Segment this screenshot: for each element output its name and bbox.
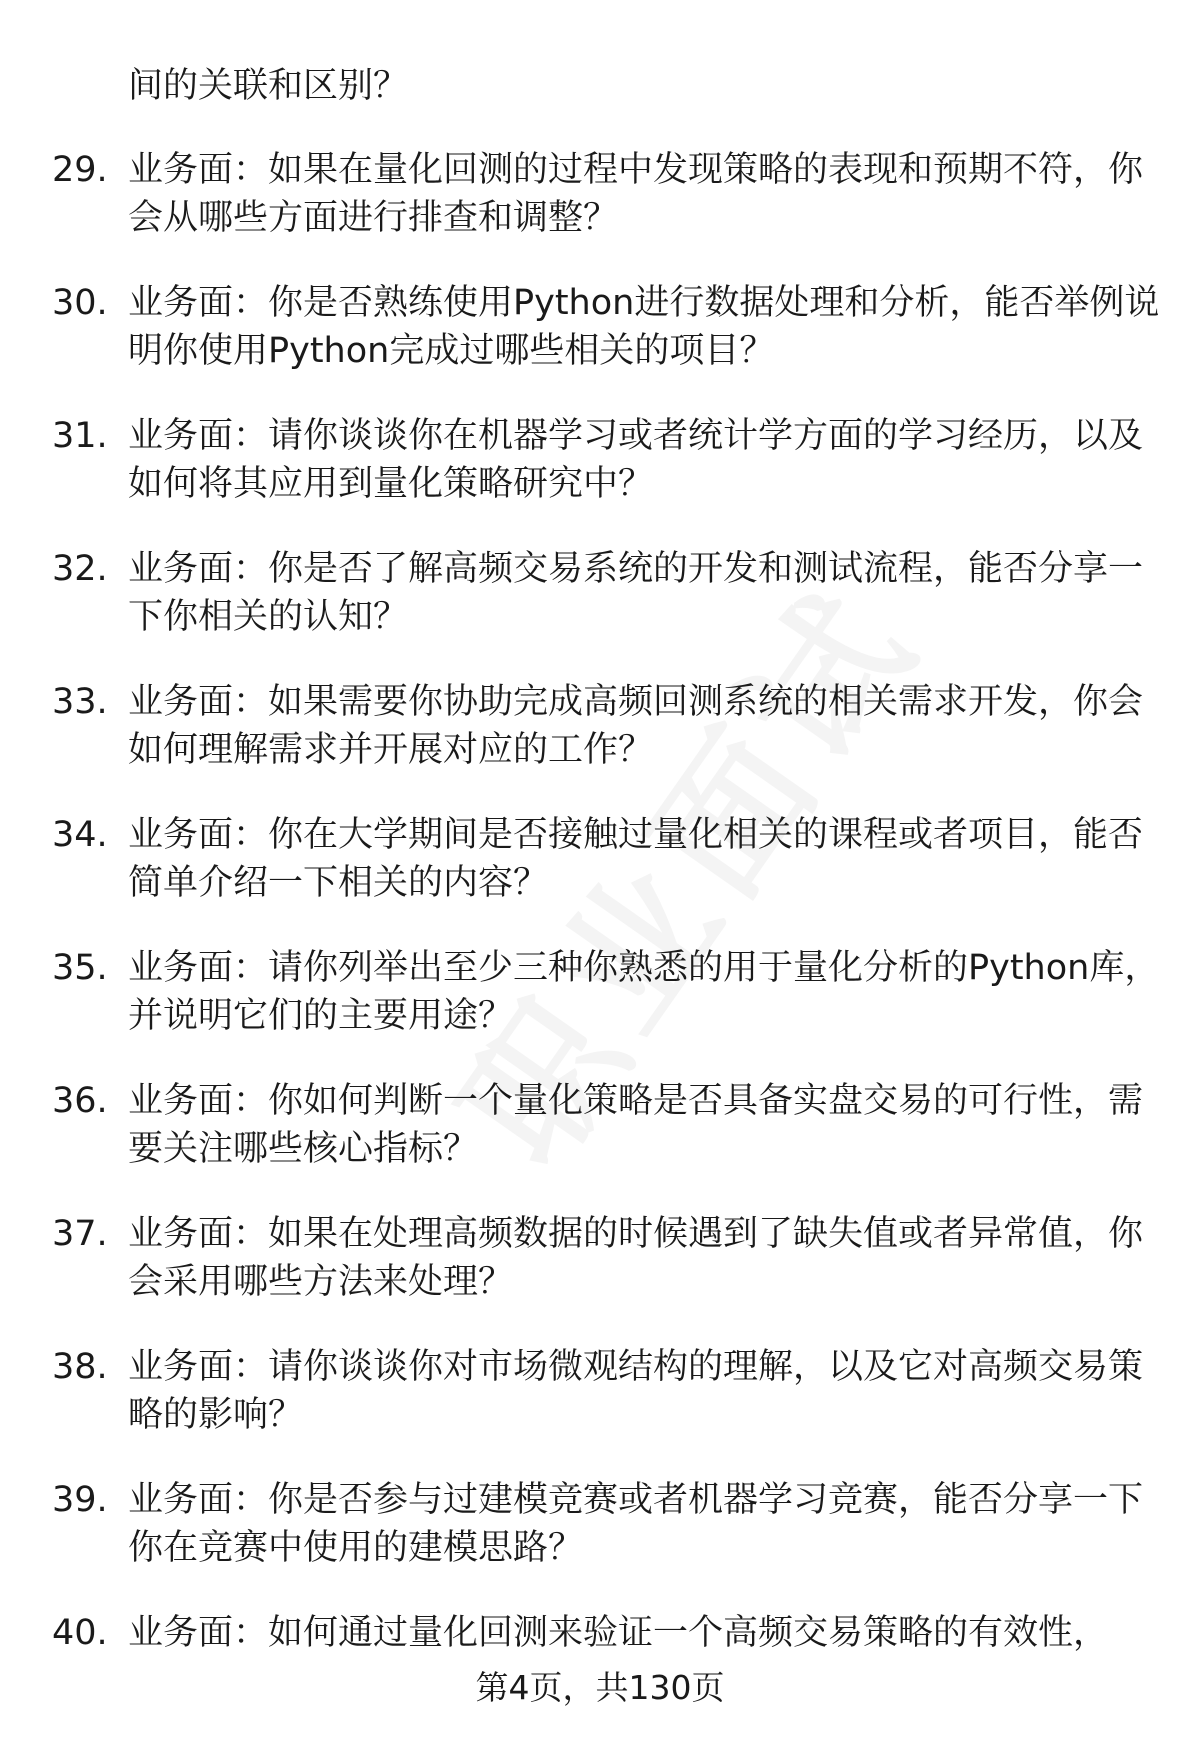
question-text: 业务面：如果在处理高频数据的时候遇到了缺失值或者异常值，你会采用哪些方法来处理？ — [128, 1214, 1144, 1302]
question-text: 业务面：你是否了解高频交易系统的开发和测试流程，能否分享一下你相关的认知？ — [128, 549, 1144, 637]
question-text: 业务面：请你列举出至少三种你熟悉的用于量化分析的Python库，并说明它们的主要用途？ — [128, 948, 1160, 1036]
question-number: 31. — [52, 416, 108, 456]
question-text: 业务面：你是否熟练使用Python进行数据处理和分析，能否举例说明你使用Python完成过哪些相关的项目？ — [128, 283, 1160, 371]
list-item — [0, 811, 1200, 944]
list-item — [0, 279, 1200, 412]
question-list — [0, 146, 1200, 1742]
list-item — [0, 412, 1200, 545]
question-text: 业务面：如果在量化回测的过程中发现策略的表现和预期不符，你会从哪些方面进行排查和调整？ — [128, 150, 1144, 238]
question-text: 业务面：请你谈谈你在机器学习或者统计学方面的学习经历，以及如何将其应用到量化策略研究中？ — [128, 416, 1144, 504]
list-item — [0, 545, 1200, 678]
question-text: 业务面：你是否参与过建模竞赛或者机器学习竞赛，能否分享一下你在竞赛中使用的建模思路？ — [128, 1480, 1144, 1568]
list-item — [0, 146, 1200, 279]
list-item — [0, 1077, 1200, 1210]
question-number: 35. — [52, 948, 108, 988]
question-number: 29. — [52, 150, 108, 190]
question-number: 37. — [52, 1214, 108, 1254]
list-item — [0, 1210, 1200, 1343]
question-number: 32. — [52, 549, 108, 589]
question-text: 业务面：请你谈谈你对市场微观结构的理解，以及它对高频交易策略的影响？ — [128, 1347, 1144, 1435]
question-number: 34. — [52, 815, 108, 855]
question-text: 业务面：你如何判断一个量化策略是否具备实盘交易的可行性，需要关注哪些核心指标？ — [128, 1081, 1144, 1169]
continued-question-text: 间的关联和区别？ — [128, 66, 409, 106]
list-item — [0, 1476, 1200, 1609]
question-number: 33. — [52, 682, 108, 722]
question-number: 39. — [52, 1480, 108, 1520]
list-item — [0, 944, 1200, 1077]
list-item — [0, 1343, 1200, 1476]
question-text: 业务面：如果需要你协助完成高频回测系统的相关需求开发，你会如何理解需求并开展对应的工作？ — [128, 682, 1144, 770]
question-number: 36. — [52, 1081, 108, 1121]
question-number: 30. — [52, 283, 108, 323]
question-text: 业务面：如何通过量化回测来验证一个高频交易策略的有效性， — [128, 1613, 1109, 1653]
page-footer: 第4页，共130页 — [475, 1668, 725, 1707]
question-text: 业务面：你在大学期间是否接触过量化相关的课程或者项目，能否简单介绍一下相关的内容？ — [128, 815, 1144, 903]
question-number: 40. — [52, 1613, 108, 1653]
list-item — [0, 678, 1200, 811]
question-number: 38. — [52, 1347, 108, 1387]
